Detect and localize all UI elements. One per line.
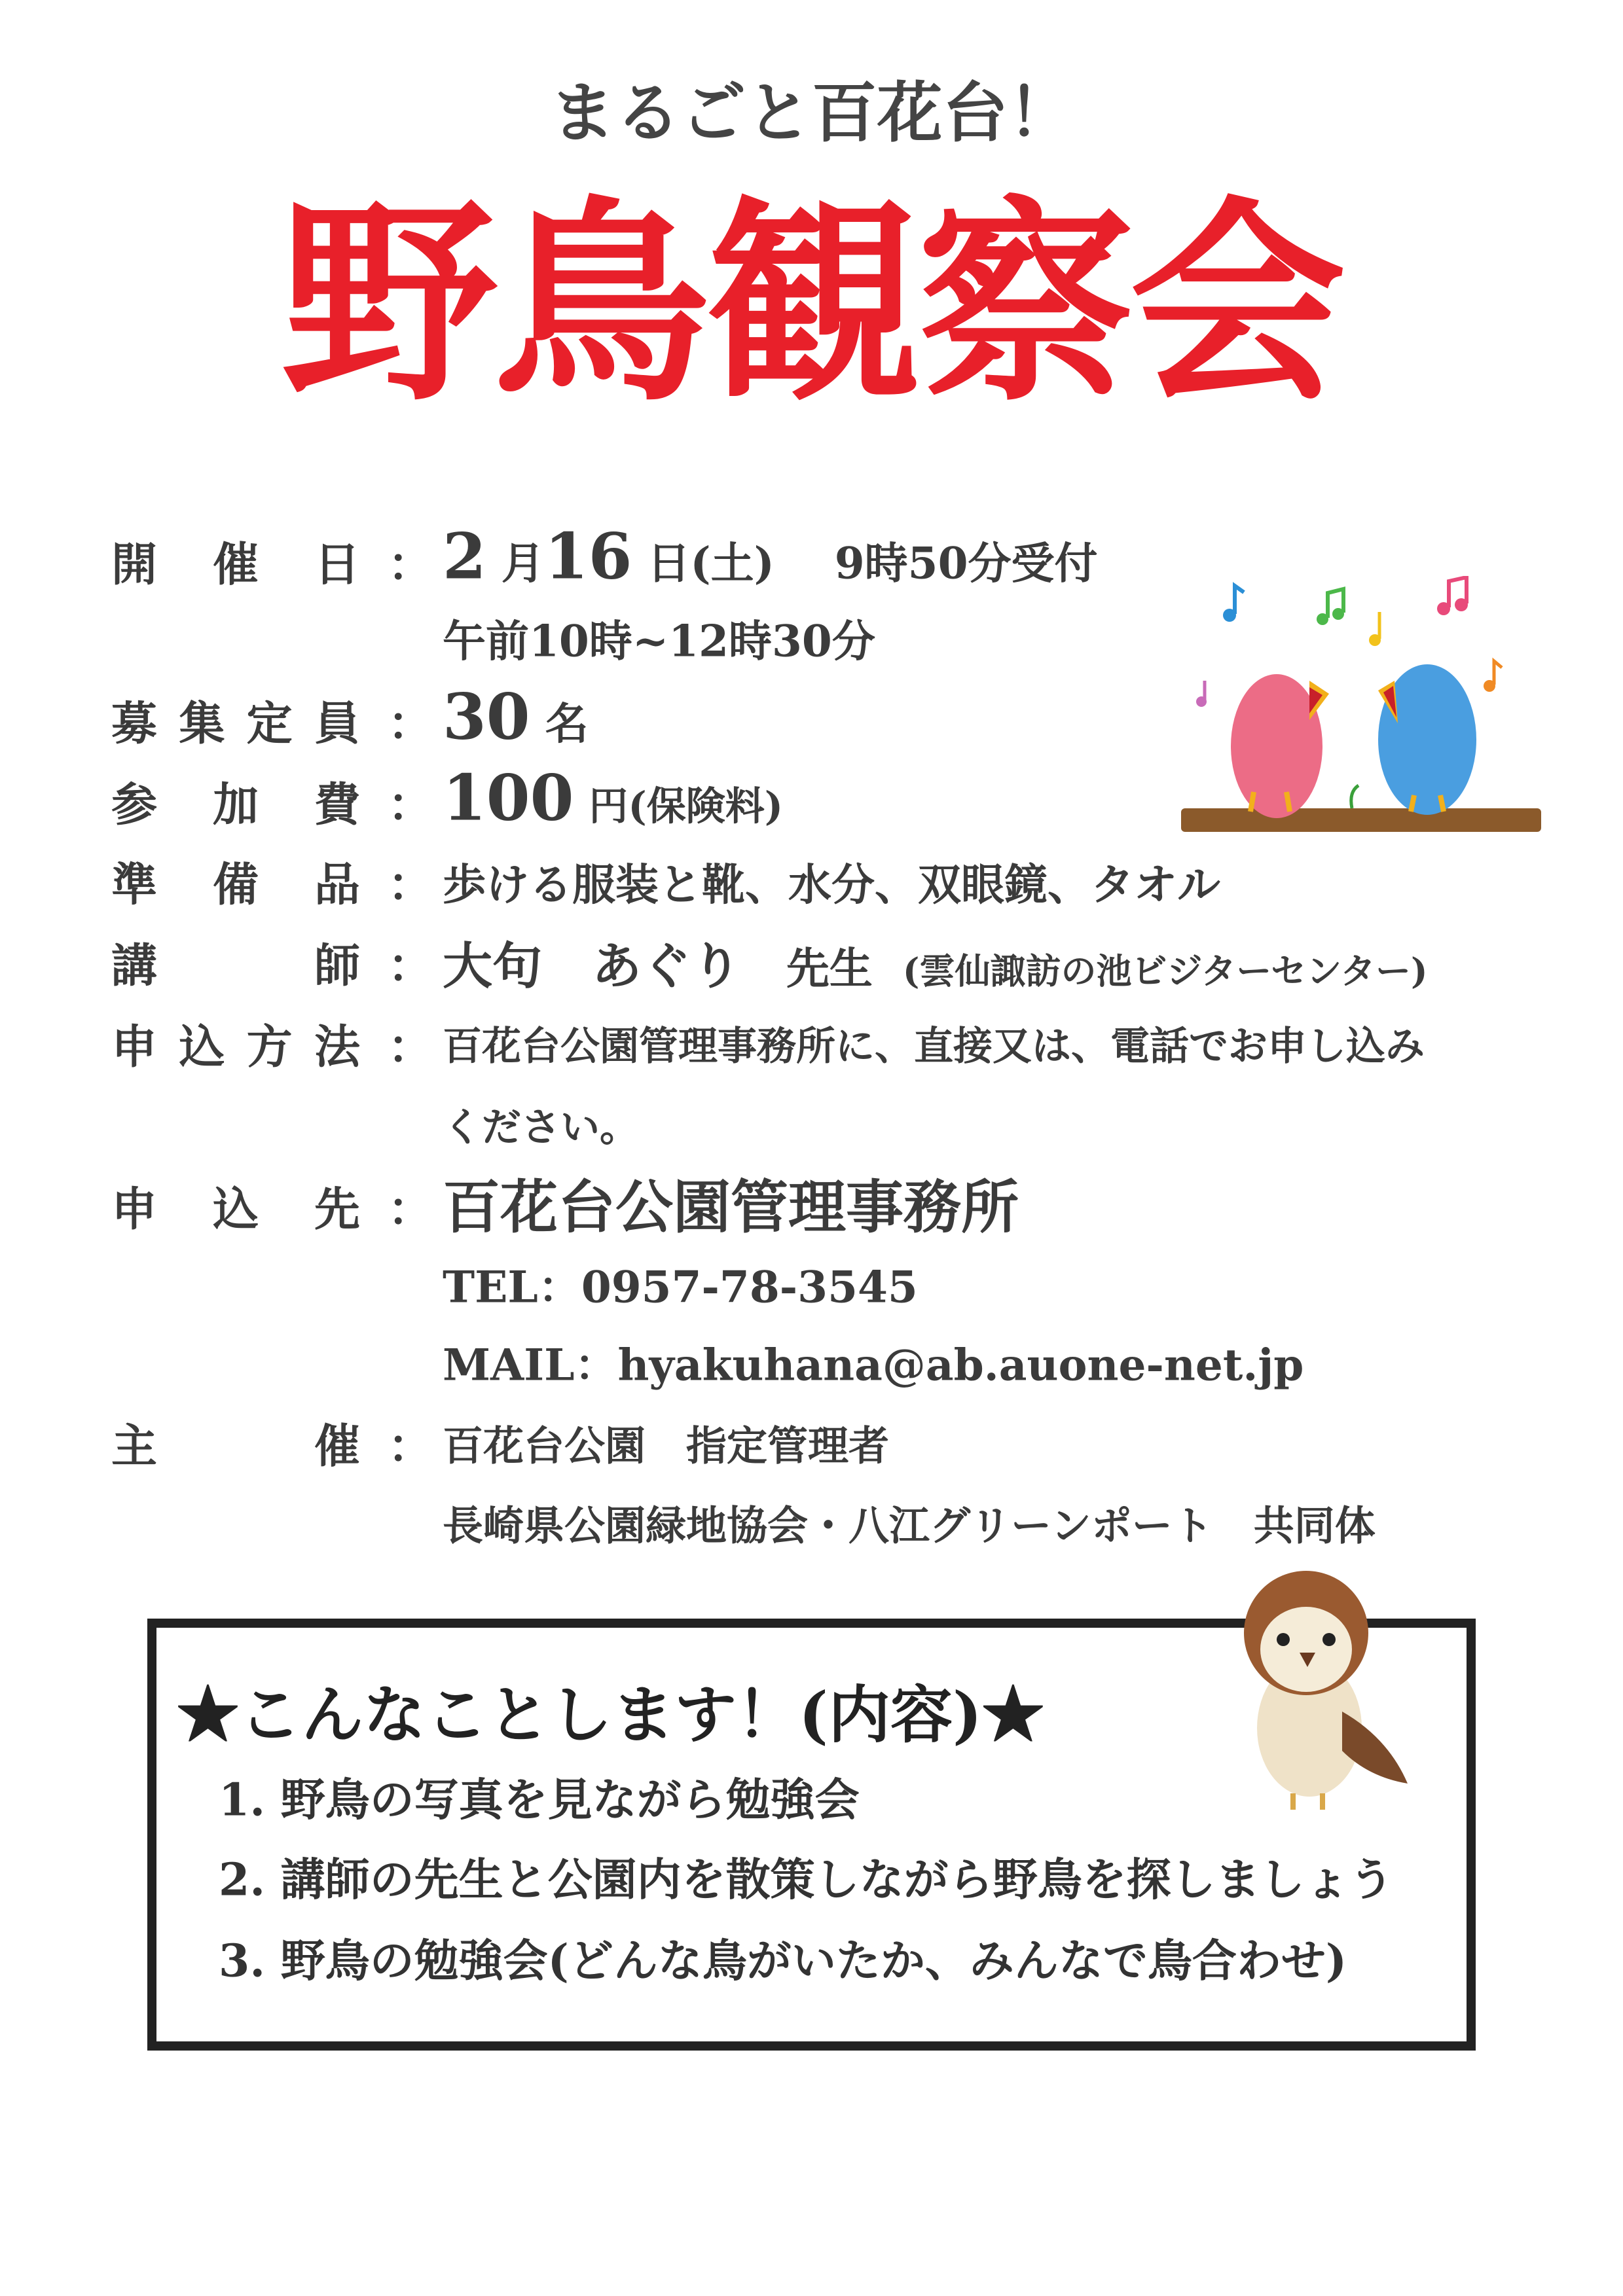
date-value: 2 月16 日(土) 9時50分受付	[443, 519, 1098, 594]
host-line1: 百花台公園 指定管理者	[443, 1422, 890, 1470]
apply-to-mail: MAIL：hyakuhana@ab.auone-net.jp	[443, 1339, 1304, 1391]
colon: ：	[388, 938, 433, 993]
content-item: 3. 野鳥の勉強会(どんな鳥がいたか、みんなで鳥合わせ)	[219, 1935, 1347, 1988]
colon: ：	[388, 777, 433, 832]
music-note-icon	[1317, 589, 1344, 625]
label-apply-to: 申 込 先	[111, 1181, 360, 1236]
content-item: 2. 講師の先生と公園内を散策しながら野鳥を探しましょう	[219, 1854, 1394, 1907]
sparrow-illustration	[1231, 1561, 1421, 1816]
label-lecturer: 講 師	[111, 938, 360, 993]
music-note-icon	[1196, 681, 1207, 707]
colon: ：	[388, 857, 433, 912]
apply-method-line1: 百花台公園管理事務所に、直接又は、電話でお申し込み	[443, 1024, 1425, 1069]
host-line2: 長崎県公園緑地協会・八江グリーンポート 共同体	[443, 1501, 1376, 1550]
colon: ：	[388, 1181, 433, 1236]
colon: ：	[388, 1418, 433, 1473]
singing-birds-illustration	[1178, 576, 1545, 838]
label-items: 準 備 品	[111, 857, 360, 912]
items-value: 歩ける服装と靴、水分、双眼鏡、タオル	[443, 859, 1220, 910]
capacity-value: 30 名	[443, 679, 589, 754]
content-heading: ★こんなことします！(内容)★	[177, 1679, 1044, 1751]
time-value: 午前10時~12時30分	[443, 615, 875, 667]
label-apply-method: 申 込 方 法	[111, 1019, 360, 1074]
colon: ：	[388, 1019, 433, 1074]
label-date: 開 催 日	[111, 537, 360, 592]
apply-to-office: 百花台公園管理事務所	[443, 1173, 1019, 1241]
colon: ：	[388, 537, 433, 592]
label-capacity: 募 集 定 員	[111, 696, 360, 751]
music-note-icon	[1437, 577, 1468, 615]
label-fee: 参 加 費	[111, 777, 360, 832]
lecturer-value: 大句 あぐり 先生 (雲仙諏訪の池ビジターセンター)	[443, 937, 1428, 996]
content-item: 1. 野鳥の写真を見ながら勉強会	[219, 1774, 860, 1827]
page-title: 野鳥観察会	[281, 179, 1342, 430]
music-note-icon	[1223, 586, 1244, 622]
colon: ：	[388, 696, 433, 751]
fee-value: 100 円(保険料)	[443, 761, 784, 835]
label-host: 主 催	[111, 1418, 360, 1473]
music-note-icon	[1484, 661, 1502, 692]
apply-to-tel: TEL：0957-78-3545	[443, 1261, 918, 1313]
apply-method-line2: ください。	[443, 1105, 639, 1151]
subtitle: まるごと百花台！	[549, 75, 1074, 151]
music-note-icon	[1369, 612, 1381, 646]
